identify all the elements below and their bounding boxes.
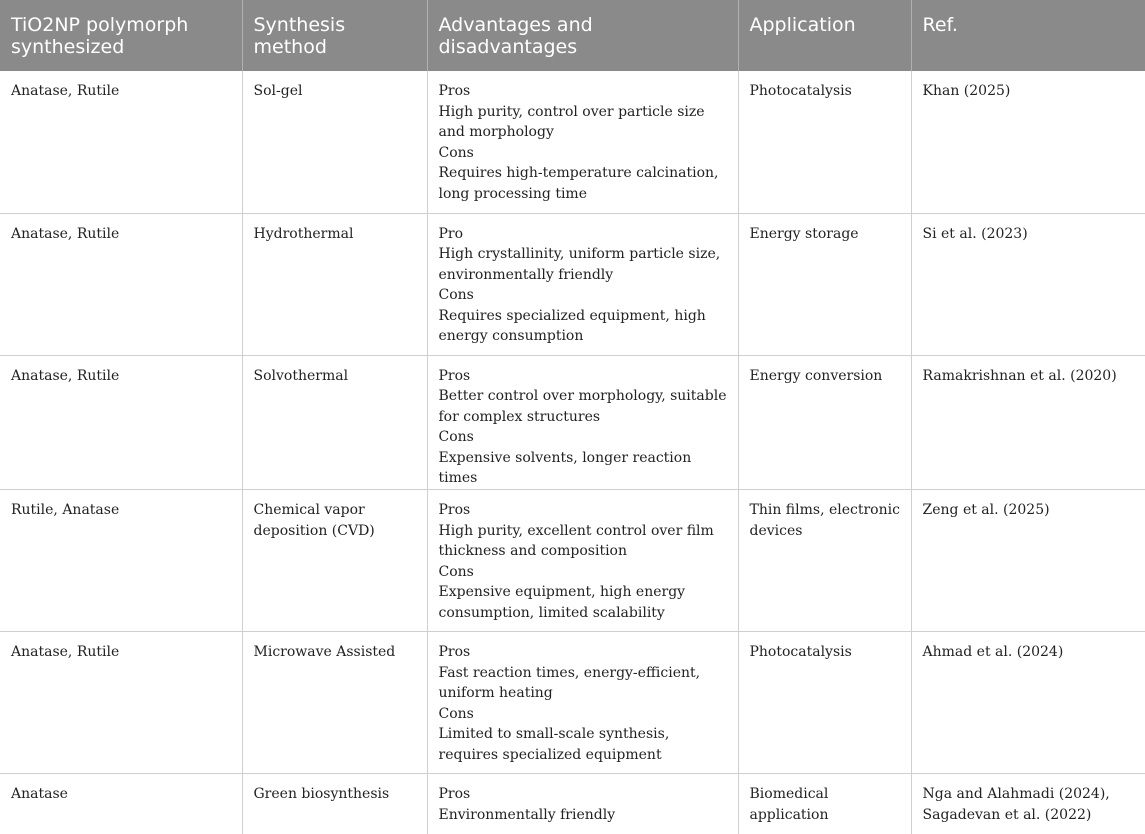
pros-text: High purity, excellent control over film thickness and composition xyxy=(438,522,714,560)
cell-polymorph: Anatase, Rutile xyxy=(0,213,242,355)
cell-polymorph: Rutile, Anatase xyxy=(0,490,242,632)
cons-label: Cons xyxy=(438,287,474,304)
cons-text: Requires high-temperature calcination, long processing time xyxy=(438,165,719,202)
cell-method: Chemical vapor deposition (CVD) xyxy=(242,490,427,632)
cell-ref: Khan (2025) xyxy=(911,71,1145,213)
cell-advantages xyxy=(427,213,738,355)
cell-advantages xyxy=(427,71,738,213)
cons-text: Expensive equipment, high energy consumption, limited scalability xyxy=(438,584,686,622)
cell-ref: Zeng et al. (2025) xyxy=(911,490,1145,632)
table-row xyxy=(0,71,1145,213)
cell-method: Microwave Assisted xyxy=(242,632,427,774)
cell-application: Thin films, electronic devices xyxy=(738,490,911,632)
cons-text: Expensive solvents, longer reaction times xyxy=(438,449,692,487)
cell-application: Photocatalysis xyxy=(738,632,911,774)
cell-ref: Ramakrishnan et al. (2020) xyxy=(911,355,1145,490)
header-advantages: Advantages and disadvantages xyxy=(427,0,738,71)
pros-label: Pros xyxy=(438,502,471,519)
cons-label: Cons xyxy=(438,429,474,446)
table-row xyxy=(0,632,1145,774)
header-method: Synthesis method xyxy=(242,0,427,71)
header-ref: Ref. xyxy=(911,0,1145,71)
cell-application: Energy conversion xyxy=(738,355,911,490)
pros-text: High crystallinity, uniform particle size, environmentally friendly xyxy=(438,246,721,283)
cell-ref: Si et al. (2023) xyxy=(911,213,1145,355)
pros-label: Pros xyxy=(438,83,471,99)
cell-method: Green biosynthesis xyxy=(242,774,427,834)
cell-application: Photocatalysis xyxy=(738,71,911,213)
cons-text: Requires specialized equipment, high energy consumption xyxy=(438,307,706,345)
cell-polymorph: Anatase, Rutile xyxy=(0,71,242,213)
cell-method: Hydrothermal xyxy=(242,213,427,355)
cell-advantages xyxy=(427,774,738,834)
cell-polymorph: Anatase xyxy=(11,786,68,803)
table-row xyxy=(0,355,1145,490)
pros-label: Pros xyxy=(438,644,471,661)
cell-polymorph: Anatase, Rutile xyxy=(0,632,242,774)
cell-advantages xyxy=(427,355,738,490)
cons-label: Cons xyxy=(438,144,474,161)
pros-label: Pro xyxy=(438,225,464,242)
pros-label: Pros xyxy=(438,786,471,803)
cell-ref: Nga and Alahmadi (2024), Sagadevan et al. (2022) xyxy=(911,774,1145,834)
cell-method: Solvothermal xyxy=(242,355,427,490)
pros-text: Environmentally friendly xyxy=(438,806,616,823)
table-row xyxy=(0,213,1145,355)
cell-method: Sol-gel xyxy=(242,71,427,213)
table-body xyxy=(0,71,1145,834)
pros-text: Fast reaction times, energy-efficient, uniform heating xyxy=(438,664,701,702)
cell-polymorph: Anatase, Rutile xyxy=(0,355,242,490)
cell-application: Energy storage xyxy=(738,213,911,355)
cons-label: Cons xyxy=(438,705,474,722)
table-row xyxy=(0,490,1145,632)
table-row xyxy=(0,774,1145,834)
table-header xyxy=(0,0,1145,71)
cell-application: Biomedical application xyxy=(738,774,911,834)
cell-advantages xyxy=(427,490,738,632)
pros-text: Better control over morphology, suitable for complex structures xyxy=(438,388,727,425)
cell-advantages xyxy=(427,632,738,774)
cons-label: Cons xyxy=(438,563,474,580)
header-row xyxy=(0,0,1145,71)
cons-text: Limited to small-scale synthesis, requires specialized equipment xyxy=(438,726,670,764)
header-polymorph: TiO2NP polymorph synthesized xyxy=(0,0,242,71)
header-application: Application xyxy=(738,0,911,71)
cell-ref: Ahmad et al. (2024) xyxy=(911,632,1145,774)
pros-text: High purity, control over particle size and morphology xyxy=(438,103,705,141)
pros-label: Pros xyxy=(438,367,471,384)
